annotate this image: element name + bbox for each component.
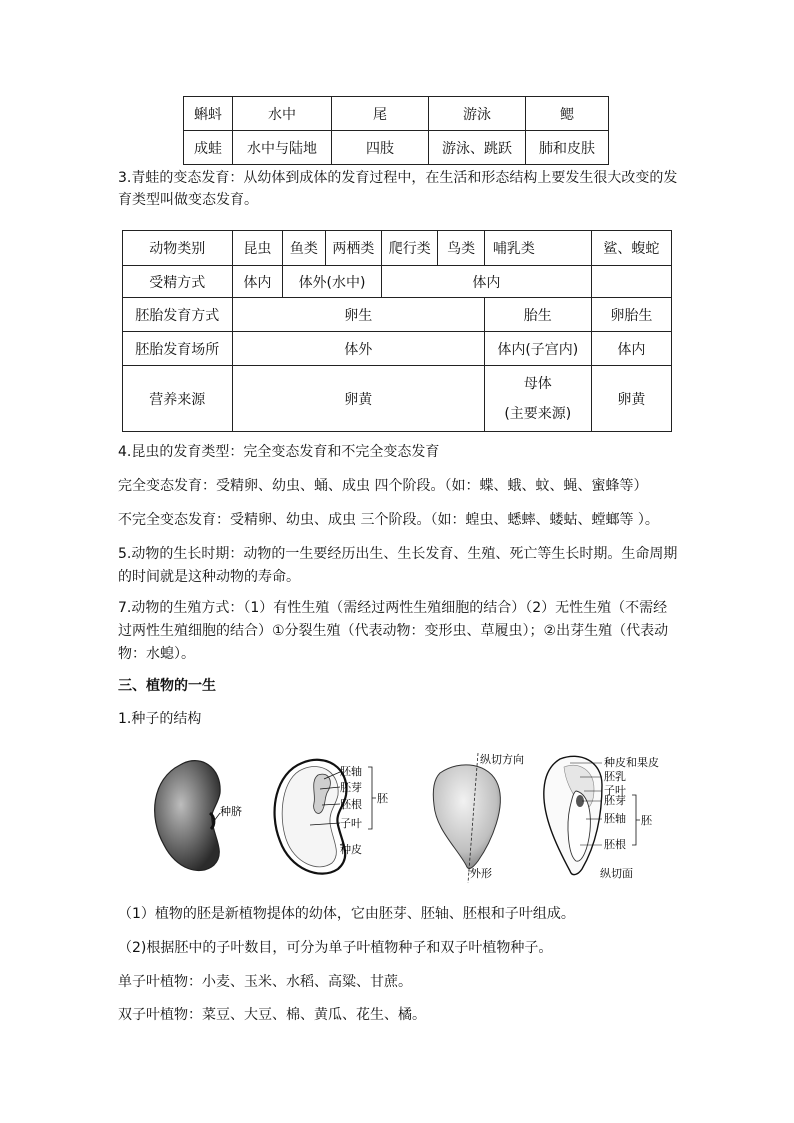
table-header-cell: 动物类别 bbox=[123, 231, 233, 266]
table-cell: 胎生 bbox=[484, 298, 591, 332]
table-cell: 尾 bbox=[332, 97, 429, 131]
table-cell: 胚胎发育方式 bbox=[123, 298, 233, 332]
animal-development-table bbox=[122, 230, 672, 432]
table-cell: 游泳、跳跃 bbox=[429, 131, 526, 165]
point-1: （1）植物的胚是新植物提体的幼体，它由胚芽、胚轴、胚根和子叶组成。 bbox=[118, 906, 575, 922]
paragraph-3: 3.青蛙的变态发育：从幼体到成体的发育过程中，在生活和形态结构上要发生很大改变的发育类型叫做变态发育。 bbox=[118, 170, 678, 208]
bean-hilum-label: 种脐 bbox=[220, 805, 242, 818]
dicot-list: 双子叶植物：菜豆、大豆、棉、黄瓜、花生、橘。 bbox=[118, 1007, 426, 1023]
seed-structure-figure bbox=[140, 745, 700, 895]
table-cell: 卵生 bbox=[232, 298, 484, 332]
table-cell: 体内 bbox=[382, 266, 592, 298]
table-header-cell: 鲨、蝮蛇 bbox=[591, 231, 671, 266]
table-cell: 水中 bbox=[233, 97, 332, 131]
paragraph-4a: 完全变态发育：受精卵、幼虫、蛹、成虫 四个阶段。（如：蝶、蛾、蚊、蝇、蜜蜂等） bbox=[118, 478, 648, 494]
table-cell: 四肢 bbox=[332, 131, 429, 165]
table-cell bbox=[484, 366, 591, 432]
table-cell: 卵黄 bbox=[591, 366, 671, 432]
table-cell: 体内 bbox=[591, 332, 671, 366]
bean-coat-label: 种皮 bbox=[340, 843, 362, 856]
bean-part-label: 胚轴 bbox=[340, 765, 362, 778]
bean-part-label: 子叶 bbox=[340, 817, 362, 830]
paragraph-4b: 不完全变态发育：受精卵、幼虫、成虫 三个阶段。（如：蝗虫、蟋蟀、蝼蛄、螳螂等 ）。 bbox=[118, 512, 659, 528]
table-header-cell: 昆虫 bbox=[232, 231, 282, 266]
paragraph-4: 4.昆虫的发育类型：完全变态发育和不完全变态发育 bbox=[118, 444, 440, 460]
subsection-heading: 1.种子的结构 bbox=[118, 711, 202, 727]
table-cell: 成蛙 bbox=[184, 131, 233, 165]
paragraph-5: 5.动物的生长时期：动物的一生要经历出生、生长发育、生殖、死亡等生长时期。生命周期的时间就是这种动物的寿命。 bbox=[118, 546, 678, 585]
table-cell: 胚胎发育场所 bbox=[123, 332, 233, 366]
table-cell: 体内 bbox=[232, 266, 282, 298]
table-header-cell: 两栖类 bbox=[325, 231, 381, 266]
corn-outer-label: 外形 bbox=[470, 867, 492, 880]
table-cell: 游泳 bbox=[429, 97, 526, 131]
table-cell: 蝌蚪 bbox=[184, 97, 233, 131]
corn-kernel-outer bbox=[433, 765, 500, 869]
corn-embryo-label: 胚 bbox=[641, 814, 652, 827]
table-cell: 体内(子宫内) bbox=[484, 332, 591, 366]
section-heading: 三、植物的一生 bbox=[118, 678, 216, 694]
bean-part-label: 胚芽 bbox=[340, 781, 362, 794]
bean-embryo-label: 胚 bbox=[377, 792, 388, 805]
corn-part-label: 胚芽 bbox=[604, 794, 626, 807]
bean-seed-outer bbox=[155, 761, 220, 871]
table-cell: 鳃 bbox=[526, 97, 609, 131]
table-cell: 受精方式 bbox=[123, 266, 233, 298]
table-header-cell: 鱼类 bbox=[283, 231, 326, 266]
corn-cut-direction-label: 纵切方向 bbox=[480, 753, 524, 766]
cell-line: 母体 bbox=[523, 375, 552, 392]
corn-part-label: 胚根 bbox=[604, 838, 626, 851]
table-cell: 营养来源 bbox=[123, 366, 233, 432]
table-header-cell: 哺乳类 bbox=[484, 231, 591, 266]
table-cell: 体外 bbox=[232, 332, 484, 366]
table-cell: 体外(水中) bbox=[283, 266, 382, 298]
table-header-cell: 鸟类 bbox=[438, 231, 485, 266]
point-2: （2)根据胚中的子叶数目，可分为单子叶植物种子和双子叶植物种子。 bbox=[118, 940, 553, 956]
table-cell: 水中与陆地 bbox=[233, 131, 332, 165]
corn-part-label: 胚轴 bbox=[604, 812, 626, 825]
cell-line: (主要来源) bbox=[504, 405, 572, 422]
table-cell: 卵胎生 bbox=[591, 298, 671, 332]
table-cell bbox=[591, 266, 671, 298]
table-cell: 卵黄 bbox=[232, 366, 484, 432]
monocot-list: 单子叶植物：小麦、玉米、水稻、高粱、甘蔗。 bbox=[118, 974, 412, 990]
corn-part-label: 子叶 bbox=[604, 784, 626, 797]
corn-part-label: 种皮和果皮 bbox=[604, 756, 659, 769]
corn-part-label: 胚乳 bbox=[604, 770, 626, 783]
corn-section-label: 纵切面 bbox=[600, 867, 633, 880]
table-cell: 肺和皮肤 bbox=[526, 131, 609, 165]
bean-part-label: 胚根 bbox=[340, 798, 362, 811]
paragraph-7: 7.动物的生殖方式：（1）有性生殖（需经过两性生殖细胞的结合）（2）无性生殖（不需经过两性生殖细胞的结合）①分裂生殖（代表动物：变形虫、草履虫）；②出芽生殖（代表动物：水螅）。 bbox=[118, 600, 669, 662]
table-header-cell: 爬行类 bbox=[382, 231, 438, 266]
frog-comparison-table bbox=[183, 96, 609, 165]
